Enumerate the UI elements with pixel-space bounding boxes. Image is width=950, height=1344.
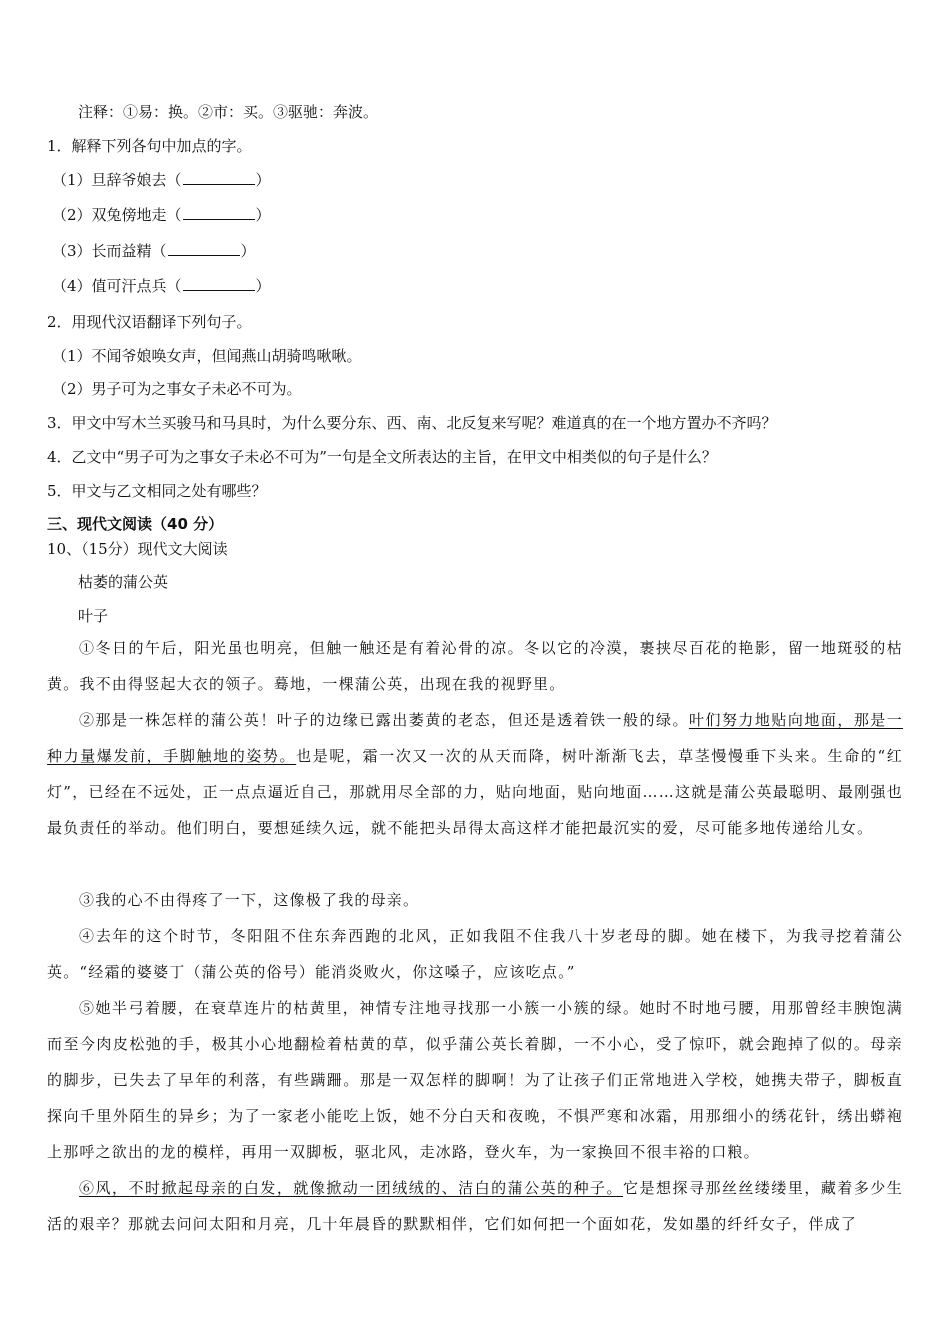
question-1-item xyxy=(52,204,271,226)
question-1-item xyxy=(52,169,271,191)
item-close: ） xyxy=(240,242,256,260)
item-close: ） xyxy=(255,206,271,224)
article-paragraph-1: ①冬日的午后，阳光虽也明亮，但触一触还是有着沁骨的凉。冬以它的冷漠，裹挟尽百花的艳影，留一地斑驳的枯黄。我不由得竖起大衣的领子。蓦地，一棵蒲公英，出现在我的视野里。 xyxy=(47,639,903,693)
annotation-note: 注释：①易：换。②市：买。③驱驰：奔波。 xyxy=(78,103,379,121)
article-paragraph-3: ③我的心不由得疼了一下，这像极了我的母亲。 xyxy=(79,891,420,909)
underlined-sentence: 叶们努力地贴向地面，那是一种力量爆发前，手脚触地的姿势。 xyxy=(47,711,903,765)
item-close: ） xyxy=(255,277,271,295)
item-text: （4）值可汗点兵（ xyxy=(52,277,182,295)
question-2-item: （2）男子可为之事女子未必不可为。 xyxy=(52,380,302,398)
paragraph-text: 它是想探寻那丝丝缕缕里，藏着多少生活的艰辛？那就去问问太阳和月亮，几十年晨昏的默默相伴，它们如何把一个面如花，发如墨的纤纤女子，伴成了 xyxy=(47,1179,903,1233)
article-author: 叶子 xyxy=(78,607,109,625)
question-5: 5．甲文与乙文相同之处有哪些？ xyxy=(47,482,267,500)
question-3: 3．甲文中写木兰买骏马和马具时，为什么要分东、西、南、北反复来写呢？难道真的在一个地方置办不齐吗？ xyxy=(47,414,777,432)
article-paragraph-4: ④去年的这个时节，冬阳阻不住东奔西跑的北风，正如我阻不住我八十岁老母的脚。她在楼下，为我寻挖着蒲公英。“经霜的婆婆丁（蒲公英的俗号）能消炎败火，你这嗓子，应该吃点。” xyxy=(47,927,903,981)
answer-blank[interactable] xyxy=(183,276,255,291)
article-paragraph-6 xyxy=(47,1170,903,1242)
question-4: 4．乙文中“男子可为之事女子未必不可为”一句是全文所表达的主旨，在甲文中相类似的句子是什么？ xyxy=(47,448,717,466)
item-close: ） xyxy=(255,171,271,189)
paragraph-text: 也是呢，霜一次又一次的从天而降，树叶渐渐飞去，草茎慢慢垂下头来。生命的“红灯”，已经在不远处，正一点点逼近自己，那就用尽全部的力，贴向地面，贴向地面……这就是蒲公英最聪明、最刚强也最负责任的举动。他们明白，要想延续久远，就不能把头昂得太高这样才能把最沉实的爱，尽可能多地传递给儿女。 xyxy=(47,747,903,837)
article-paragraph-5: ⑤她半弓着腰，在衰草连片的枯黄里，神情专注地寻找那一小簇一小簇的绿。她时不时地弓腰，用那曾经丰腴饱满而至今肉皮松弛的手，极其小心地翻检着枯黄的草，似乎蒲公英长着脚，一不小心，受了惊吓，就会跑掉了似的。母亲的脚步，已失去了早年的利落，有些蹒跚。那是一双怎样的脚啊！为了让孩子们正常地进入学校，她携夫带子，脚板直探向千里外陌生的异乡；为了一家老小能吃上饭，她不分白天和夜晚，不惧严寒和冰霜，用那细小的绣花针，绣出蟒袍上那呼之欲出的龙的模样，再用一双脚板，驱北风，走冰路，登火车，为一家换回不很丰裕的口粮。 xyxy=(47,999,903,1161)
question-10-header: 10、（15分）现代文大阅读 xyxy=(47,540,228,558)
question-1-item xyxy=(52,240,256,262)
article-title: 枯萎的蒲公英 xyxy=(78,573,169,591)
article-paragraph-2 xyxy=(47,702,903,846)
section-title: 三、现代文阅读（40 分） xyxy=(47,515,224,533)
item-text: （3）长而益精（ xyxy=(52,242,167,260)
question-1-item xyxy=(52,275,271,297)
paragraph-text: ②那是一株怎样的蒲公英！叶子的边缘已露出萎黄的老态，但还是透着铁一般的绿。 xyxy=(79,711,689,729)
answer-blank[interactable] xyxy=(183,170,255,185)
question-1-prompt: 1．解释下列各句中加点的字。 xyxy=(47,137,252,155)
item-text: （2）双兔傍地走（ xyxy=(52,206,182,224)
item-text: （1）旦辞爷娘去（ xyxy=(52,171,182,189)
question-2-item: （1）不闻爷娘唤女声，但闻燕山胡骑鸣啾啾。 xyxy=(52,347,362,365)
underlined-sentence: ⑥风，不时掀起母亲的白发，就像掀动一团绒绒的、洁白的蒲公英的种子。 xyxy=(79,1179,624,1197)
answer-blank[interactable] xyxy=(168,241,240,256)
question-2-prompt: 2．用现代汉语翻译下列句子。 xyxy=(47,313,252,331)
answer-blank[interactable] xyxy=(183,205,255,220)
